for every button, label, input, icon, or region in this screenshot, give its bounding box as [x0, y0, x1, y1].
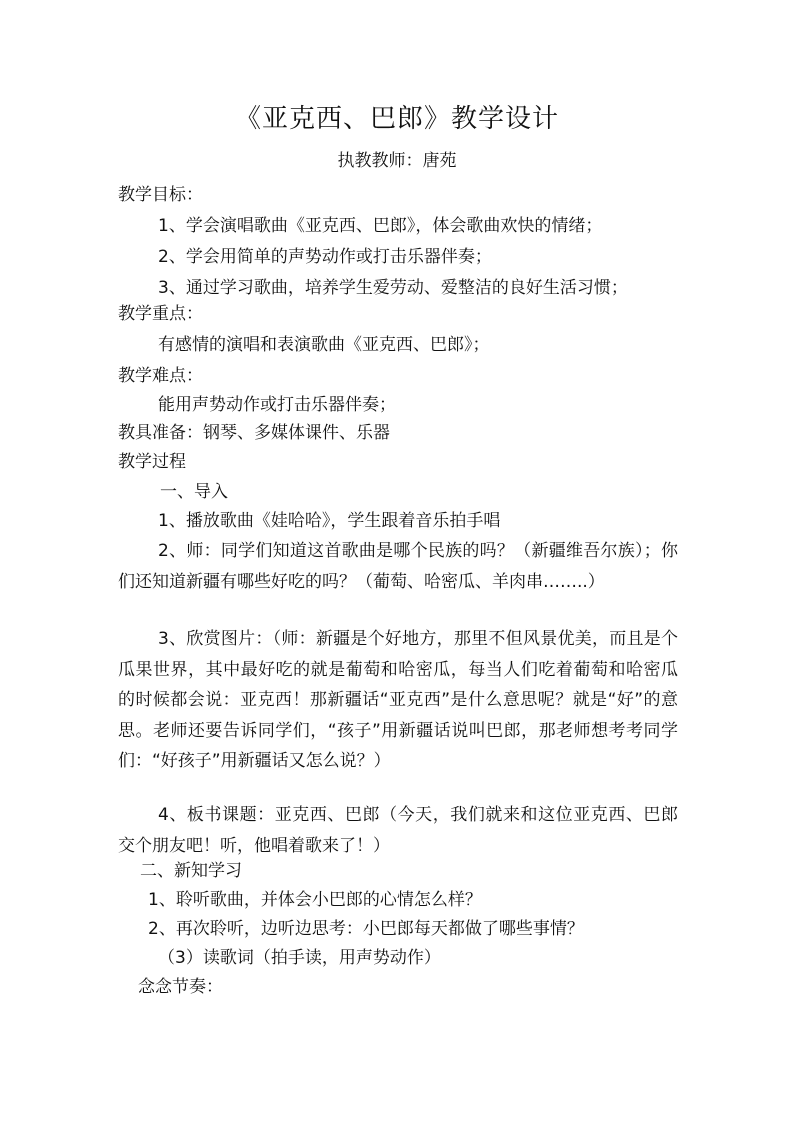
rhythm-label: 念念节奏： — [138, 977, 223, 997]
intro-step-paragraph: 2、师：同学们知道这首歌曲是哪个民族的吗？（新疆维吾尔族）；你们还知道新疆有哪些好吃的吗？（葡萄、哈密瓜、羊肉串……..） — [118, 541, 678, 592]
goal-item: 1、学会演唱歌曲《亚克西、巴郎》，体会歌曲欢快的情绪； — [158, 216, 603, 236]
document-title: 《亚克西、巴郎》教学设计 — [234, 104, 559, 134]
process-heading: 教学过程 — [118, 452, 186, 472]
learning-step: 2、再次聆听，边听边思考：小巴郎每天都做了哪些事情？ — [148, 919, 584, 939]
section-intro-heading: 一、导入 — [160, 482, 228, 502]
intro-step-paragraph: 4、板书课题：亚克西、巴郎（今天，我们就来和这位亚克西、巴郎交个朋友吧！听，他唱着歌来了！） — [118, 805, 678, 856]
goal-item: 3、通过学习歌曲，培养学生爱劳动、爱整洁的良好生活习惯； — [158, 278, 628, 298]
materials-line: 教具准备：钢琴、多媒体课件、乐器 — [118, 423, 390, 443]
teacher-name: 执教教师：唐苑 — [337, 151, 457, 171]
intro-step: 1、播放歌曲《娃哈哈》，学生跟着音乐拍手唱 — [158, 511, 501, 531]
section-new-learning-heading: 二、新知学习 — [140, 861, 242, 881]
key-point-text: 有感情的演唱和表演歌曲《亚克西、巴郎》； — [158, 335, 490, 355]
learning-step: （3）读歌词（拍手读，用声势动作） — [158, 948, 441, 968]
goal-item: 2、学会用简单的声势动作或打击乐器伴奏； — [158, 247, 492, 267]
intro-step-paragraph: 3、欣赏图片：（师：新疆是个好地方，那里不但风景优美，而且是个瓜果世界，其中最好吃的就是葡萄和哈密瓜，每当人们吃着葡萄和哈密瓜的时候都会说：亚克西！那新疆话“亚克西”是什么意思呢？就是“好”的意思。老师还要告诉同学们，“孩子”用新疆话说叫巴郎，那老师想考考同学们：“好孩子”用新疆话又怎么说？） — [118, 629, 678, 772]
goals-heading: 教学目标： — [118, 185, 203, 205]
key-point-heading: 教学重点： — [118, 304, 203, 324]
difficulty-text: 能用声势动作或打击乐器伴奏； — [158, 395, 396, 415]
learning-step: 1、聆听歌曲，并体会小巴郎的心情怎么样？ — [148, 890, 482, 910]
difficulty-heading: 教学难点： — [118, 366, 203, 386]
